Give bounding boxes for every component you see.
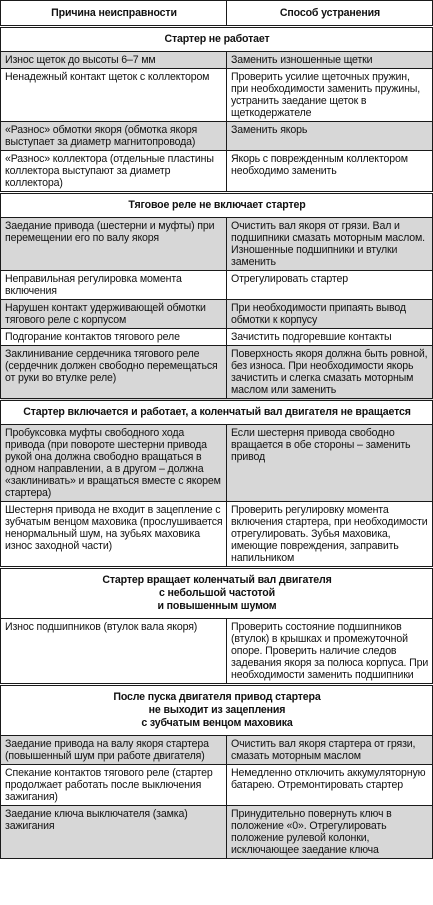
remedy-cell: Проверить регулировку момента включения стартера, при необходимости отрегулировать. Зубья маховика, имеющие повреждения, заправить напильником: [227, 502, 433, 568]
section-title: Тяговое реле не включает стартер: [1, 193, 433, 218]
remedy-cell: Если шестерня привода свободно вращается в обе стороны – заменить привод: [227, 425, 433, 502]
section-header: [1, 400, 433, 425]
cause-cell: Заклинивание сердечника тягового реле (сердечник должен свободно перемещаться от руки во втулке реле): [1, 346, 227, 400]
table-header-row: [1, 1, 433, 27]
remedy-cell: Зачистить подгоревшие контакты: [227, 329, 433, 346]
section-title: Стартер включается и работает, а коленчатый вал двигателя не вращается: [1, 400, 433, 425]
cause-cell: Неправильная регулировка момента включения: [1, 271, 227, 300]
section-header: [1, 685, 433, 736]
section-title: Стартер не работает: [1, 27, 433, 52]
cause-cell: Ненадежный контакт щеток с коллектором: [1, 69, 227, 122]
table-row: [1, 52, 433, 69]
table-row: [1, 346, 433, 400]
cause-cell: «Разнос» коллектора (отдельные пластины коллектора выступают за диаметр коллектора): [1, 151, 227, 193]
table-row: [1, 502, 433, 568]
header-remedy: Способ устранения: [227, 1, 433, 27]
section-header: [1, 27, 433, 52]
table-row: [1, 736, 433, 765]
table-row: [1, 425, 433, 502]
remedy-cell: Заменить якорь: [227, 122, 433, 151]
remedy-cell: Проверить усилие щеточных пружин, при необходимости заменить пружины, устранить заедание щеток в щеткодержателе: [227, 69, 433, 122]
remedy-cell: Якорь с поврежденным коллектором необходимо заменить: [227, 151, 433, 193]
cause-cell: Спекание контактов тягового реле (стартер продолжает работать после выключения зажигания): [1, 765, 227, 806]
remedy-cell: Поверхность якоря должна быть ровной, без износа. При необходимости якорь зачистить и слегка смазать моторным маслом или заменить: [227, 346, 433, 400]
section-title: После пуска двигателя привод стартера не выходит из зацепления с зубчатым венцом маховика: [1, 685, 433, 736]
remedy-cell: Очистить вал якоря от грязи. Вал и подшипники смазать моторным маслом. Изношенные подшипники и втулки заменить: [227, 218, 433, 271]
cause-cell: «Разнос» обмотки якоря (обмотка якоря выступает за диаметр магнитопровода): [1, 122, 227, 151]
cause-cell: Шестерня привода не входит в зацепление с зубчатым венцом маховика (прослушивается ненормальный шум, на зубьях маховика износ заходной части): [1, 502, 227, 568]
cause-cell: Заедание ключа выключателя (замка) зажигания: [1, 806, 227, 859]
table-row: [1, 806, 433, 859]
cause-cell: Заедание привода на валу якоря стартера (повышенный шум при работе двигателя): [1, 736, 227, 765]
remedy-cell: Очистить вал якоря стартера от грязи, смазать моторным маслом: [227, 736, 433, 765]
section-header: [1, 193, 433, 218]
cause-cell: Заедание привода (шестерни и муфты) при перемещении его по валу якоря: [1, 218, 227, 271]
remedy-cell: Немедленно отключить аккумуляторную батарею. Отремонтировать стартер: [227, 765, 433, 806]
table-row: [1, 765, 433, 806]
remedy-cell: Принудительно повернуть ключ в положение «0». Отрегулировать положение рулевой колонки, исключающее заедание ключа: [227, 806, 433, 859]
table-row: [1, 218, 433, 271]
section-title: Стартер вращает коленчатый вал двигателя с небольшой частотой и повышенным шумом: [1, 568, 433, 619]
cause-cell: Износ подшипников (втулок вала якоря): [1, 619, 227, 685]
section-header: [1, 568, 433, 619]
header-cause: Причина неисправности: [1, 1, 227, 27]
table-row: [1, 300, 433, 329]
cause-cell: Подгорание контактов тягового реле: [1, 329, 227, 346]
table-row: [1, 271, 433, 300]
table-row: [1, 151, 433, 193]
table-row: [1, 329, 433, 346]
cause-cell: Износ щеток до высоты 6–7 мм: [1, 52, 227, 69]
table-row: [1, 69, 433, 122]
remedy-cell: При необходимости припаять вывод обмотки к корпусу: [227, 300, 433, 329]
table-row: [1, 619, 433, 685]
remedy-cell: Проверить состояние подшипников (втулок) в крышках и промежуточной опоре. Проверить наличие следов задевания якоря за полюса корпуса. При необходимости заменить подшипники: [227, 619, 433, 685]
cause-cell: Нарушен контакт удерживающей обмотки тягового реле с корпусом: [1, 300, 227, 329]
cause-cell: Пробуксовка муфты свободного хода привода (при повороте шестерни привода рукой она должна свободно вращаться в одном направлении, а в другом – должна «заклинивать» и вращаться вместе с якорем стартера): [1, 425, 227, 502]
table-body: [1, 27, 433, 859]
table-row: [1, 122, 433, 151]
remedy-cell: Отрегулировать стартер: [227, 271, 433, 300]
remedy-cell: Заменить изношенные щетки: [227, 52, 433, 69]
